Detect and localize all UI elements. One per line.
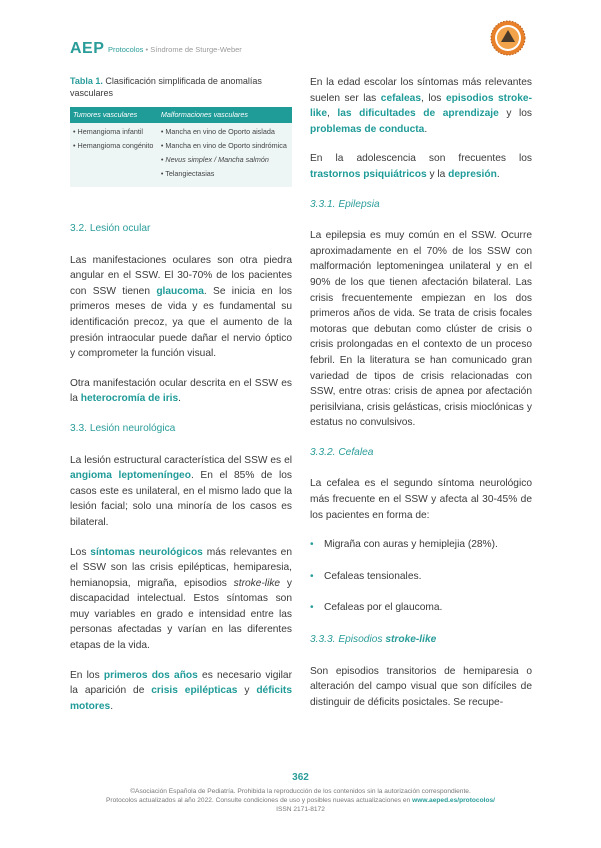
paragraph: Las manifestaciones oculares son otra piedra angular en el SSW. El 30-70% de los pacientes con SSW tienen glaucoma. Se inicia en los primeros meses de vida y es fundamental su identificación precoz, ya que el aumento de la presión intraocular puede dañar el nervio óptico y comprometer la función visual. <box>70 254 292 360</box>
update-line: Protocolos actualizados al año 2022. Consulte condiciones de uso y posibles nuevas actualizaciones en www.aeped.es/protocolos/ <box>105 797 495 804</box>
paragraph: En la adolescencia son frecuentes los trastornos psiquiátricos y la depresión. <box>310 153 532 180</box>
paragraph: Los síntomas neurológicos más relevantes en el SSW son las crisis epilépticas, hemiparesia, hemianopsia, migraña, episodios stroke-like y discapacidad intelectual. Estos síntomas son muy variables en grado e intensidad entre las personas afectadas y varían en las diferentes etapas de la vida. <box>70 546 292 652</box>
paragraph: La cefalea es el segundo síntoma neurológico más frecuente en el SSW y afecta al 30-45% de los pacientes en forma de: <box>310 478 532 521</box>
heading-lesion-ocular: 3.2. Lesión ocular <box>70 223 151 234</box>
table-header-malformaciones: Malformaciones vasculares <box>158 107 292 123</box>
list-item: • Cefaleas tensionales. <box>310 569 532 585</box>
paragraph: Son episodios transitorios de hemiparesia o alteración del campo visual que son difíciles de distinguir de déficits posictales. Se recupe- <box>310 665 532 708</box>
paragraph: Otra manifestación ocular descrita en el SSW es la heterocromía de iris. <box>70 377 292 405</box>
page-number: 362 <box>292 772 309 783</box>
heading-cefalea: 3.3.2. Cefalea <box>310 446 374 458</box>
aep-emblem-icon <box>490 20 526 56</box>
table-caption: Tabla 1. Clasificación simplificada de anomalías vasculares <box>70 76 262 98</box>
breadcrumb-title: Síndrome de Sturge-Weber <box>150 45 242 54</box>
table-header-tumores: Tumores vasculares <box>70 107 158 123</box>
paragraph: La lesión estructural característica del SSW es el angioma leptomeníngeo. En el 85% de los casos este es unilateral, en el mismo lado que la lesión facial; solo una minoría de los casos es bilateral. <box>70 454 292 528</box>
table-cell-tumores: • Hemangioma infantil • Hemangioma congénito <box>70 123 158 187</box>
page-footer <box>0 772 601 814</box>
paragraph: En la edad escolar los síntomas más relevantes suelen ser las cefaleas, los episodios stroke-like, las dificultades de aprendizaje y los problemas de conducta. <box>310 77 532 135</box>
paragraph: La epilepsia es muy común en el SSW. Ocurre aproximadamente en el 70% de los SSW con malformación leptomeningea unilateral y en el 90% de los que tienen afectación bilateral. Las crisis frecuentemente empiezan en los dos primeros años de vida. Se trata de crisis focales motoras que debutan como clúster de crisis o crisis prolongadas en el contexto de un proceso febril. En la literatura se han comunicado gran variedad de tipos de crisis relacionadas con SSW, entre otras: crisis de apnea por afectación perisilviana, crisis gelásticas, crisis mioclónicas y estatus no convulsivos. <box>310 230 532 429</box>
issn-line: ISSN 2171-8172 <box>276 806 325 813</box>
copyright-line: ©Asociación Española de Pediatría. Prohibida la reproducción de los contenidos sin la autorización correspondiente. <box>130 788 471 795</box>
page-header <box>70 40 540 60</box>
breadcrumb-section: Protocolos <box>108 45 144 54</box>
aep-logo: AEP <box>70 40 105 57</box>
left-column <box>70 75 292 728</box>
heading-epilepsia: 3.3.1. Epilepsia <box>310 198 380 210</box>
paragraph: En los primeros dos años es necesario vigilar la aparición de crisis epilépticas y déficits motores. <box>70 669 292 712</box>
right-column <box>310 75 532 724</box>
heading-episodios-stroke-like: 3.3.3. Episodios stroke-like <box>310 634 437 646</box>
breadcrumb: Protocolos • Síndrome de Sturge-Weber <box>108 45 242 54</box>
heading-lesion-neurologica: 3.3. Lesión neurológica <box>70 422 176 434</box>
table-cell-malformaciones: • Mancha en vino de Oporto aislada • Mancha en vino de Oporto sindrómica • Nevus simplex / Mancha salmón • Telangiectasias <box>158 123 292 187</box>
list-item: • Migraña con auras y hemiplejia (28%). <box>310 537 532 553</box>
list-item: • Cefaleas por el glaucoma. <box>310 600 532 616</box>
aeped-link[interactable]: www.aeped.es/protocolos/ <box>412 797 495 804</box>
vascular-anomalies-table <box>70 107 292 187</box>
cefalea-list <box>310 537 532 616</box>
